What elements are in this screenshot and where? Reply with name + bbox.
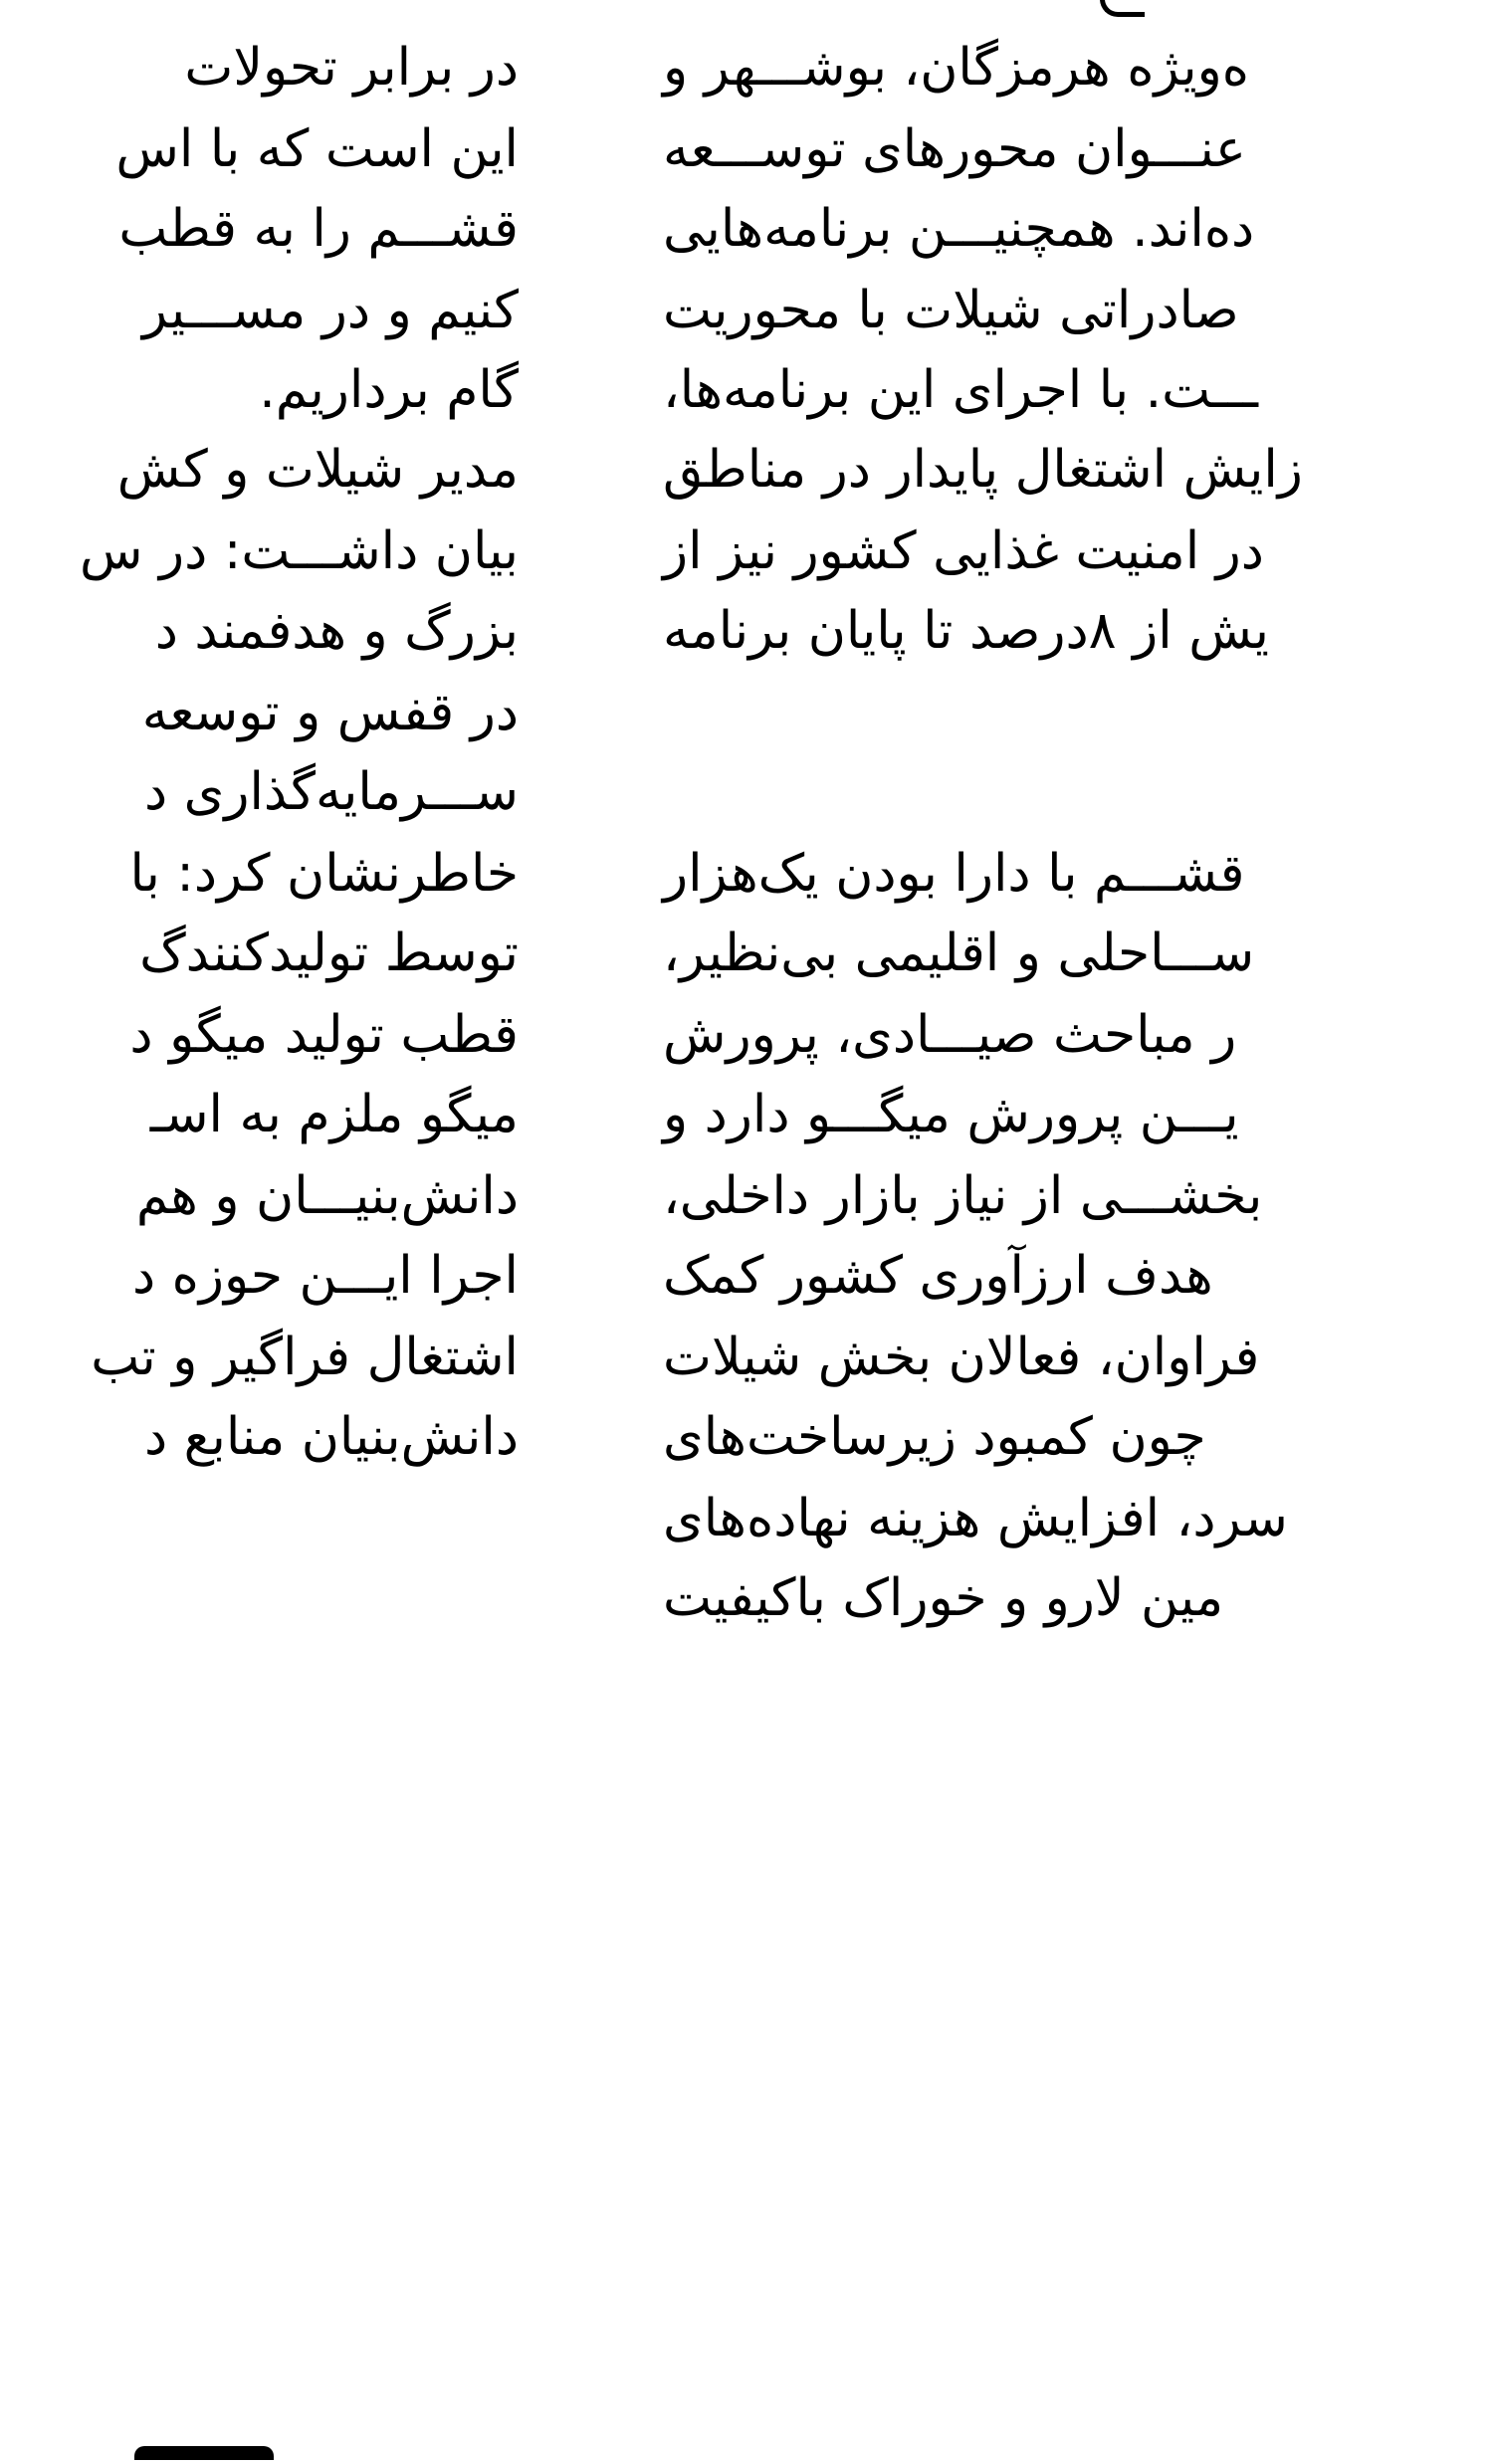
- column-line: میگو ملزم به اسـ: [149, 1085, 519, 1144]
- column-line: خاطرنشان کرد: با: [129, 844, 519, 904]
- column-line: ســـاحلی و اقلیمی بی‌نظیر،: [663, 924, 1255, 983]
- column-line: ـــت. با اجرای این برنامه‌ها،: [663, 360, 1258, 420]
- column-line: این است که با اس: [115, 119, 519, 179]
- column-line: فراوان، فعالان بخش شیلات: [663, 1328, 1260, 1387]
- column-line: عنـــوان محورهای توســـعه: [663, 119, 1246, 179]
- column-line: ده‌اند. همچنیـــن برنامه‌هایی: [663, 199, 1255, 259]
- column-line: بزرگ و هدفمند د: [154, 601, 519, 661]
- column-line: ســـرمایه‌گذاری د: [143, 762, 519, 822]
- column-line: در برابر تحولات: [184, 38, 519, 98]
- column-line: اشتغال فراگیر و تب: [91, 1328, 519, 1387]
- column-line: ‌ه‌ویژه هرمزگان، بوشـــهر و: [663, 38, 1249, 98]
- column-line: دانش‌بنیان منابع د: [143, 1407, 519, 1467]
- column-line: در قفس و توسعه: [141, 683, 519, 742]
- column-line: دانش‌بنیـــان و هم: [135, 1166, 519, 1226]
- column-line: یش از ۸درصد تا پایان برنامه: [663, 601, 1269, 661]
- column-line: ر مباحث صیـــادی، پرورش: [663, 1005, 1237, 1065]
- column-line: هدف ارزآوری کشور کمک: [663, 1246, 1213, 1306]
- column-line: قطب تولید میگو د: [129, 1005, 519, 1065]
- column-line: در امنیت غذایی کشور نیز از: [663, 521, 1264, 581]
- column-line: سرد، افزایش هزینه نهاده‌های: [663, 1489, 1288, 1548]
- column-line: چون کمبود زیرساخت‌های: [663, 1407, 1206, 1467]
- text-column-left: [0, 0, 523, 2464]
- column-line: بخشـــی از نیاز بازار داخلی،: [663, 1166, 1263, 1226]
- column-line: مین لارو و خوراک باکیفیت: [663, 1568, 1224, 1628]
- column-line: بیان داشـــت: در س: [80, 521, 519, 581]
- column-line: کنیم و در مســـیر: [141, 281, 519, 340]
- column-line: قشـــم با دارا بودن یک‌هزار: [663, 844, 1245, 904]
- column-line: توسط تولیدکنندگ: [139, 924, 519, 983]
- column-line: زایش اشتغال پایدار در مناطق: [663, 440, 1303, 500]
- cropped-heading-fragment-bottom: [134, 2446, 274, 2460]
- column-line: صادراتی شیلات با محوریت: [663, 281, 1239, 340]
- column-line: اجرا ایـــن حوزه د: [131, 1246, 519, 1306]
- column-line: قشـــم را به قطب: [118, 199, 519, 259]
- column-line: مدیر شیلات و کش: [116, 440, 519, 500]
- column-line: گام برداریم.: [259, 360, 519, 420]
- column-line: یـــن پرورش میگـــو دارد و: [663, 1085, 1239, 1144]
- text-column-right: [657, 0, 1493, 2464]
